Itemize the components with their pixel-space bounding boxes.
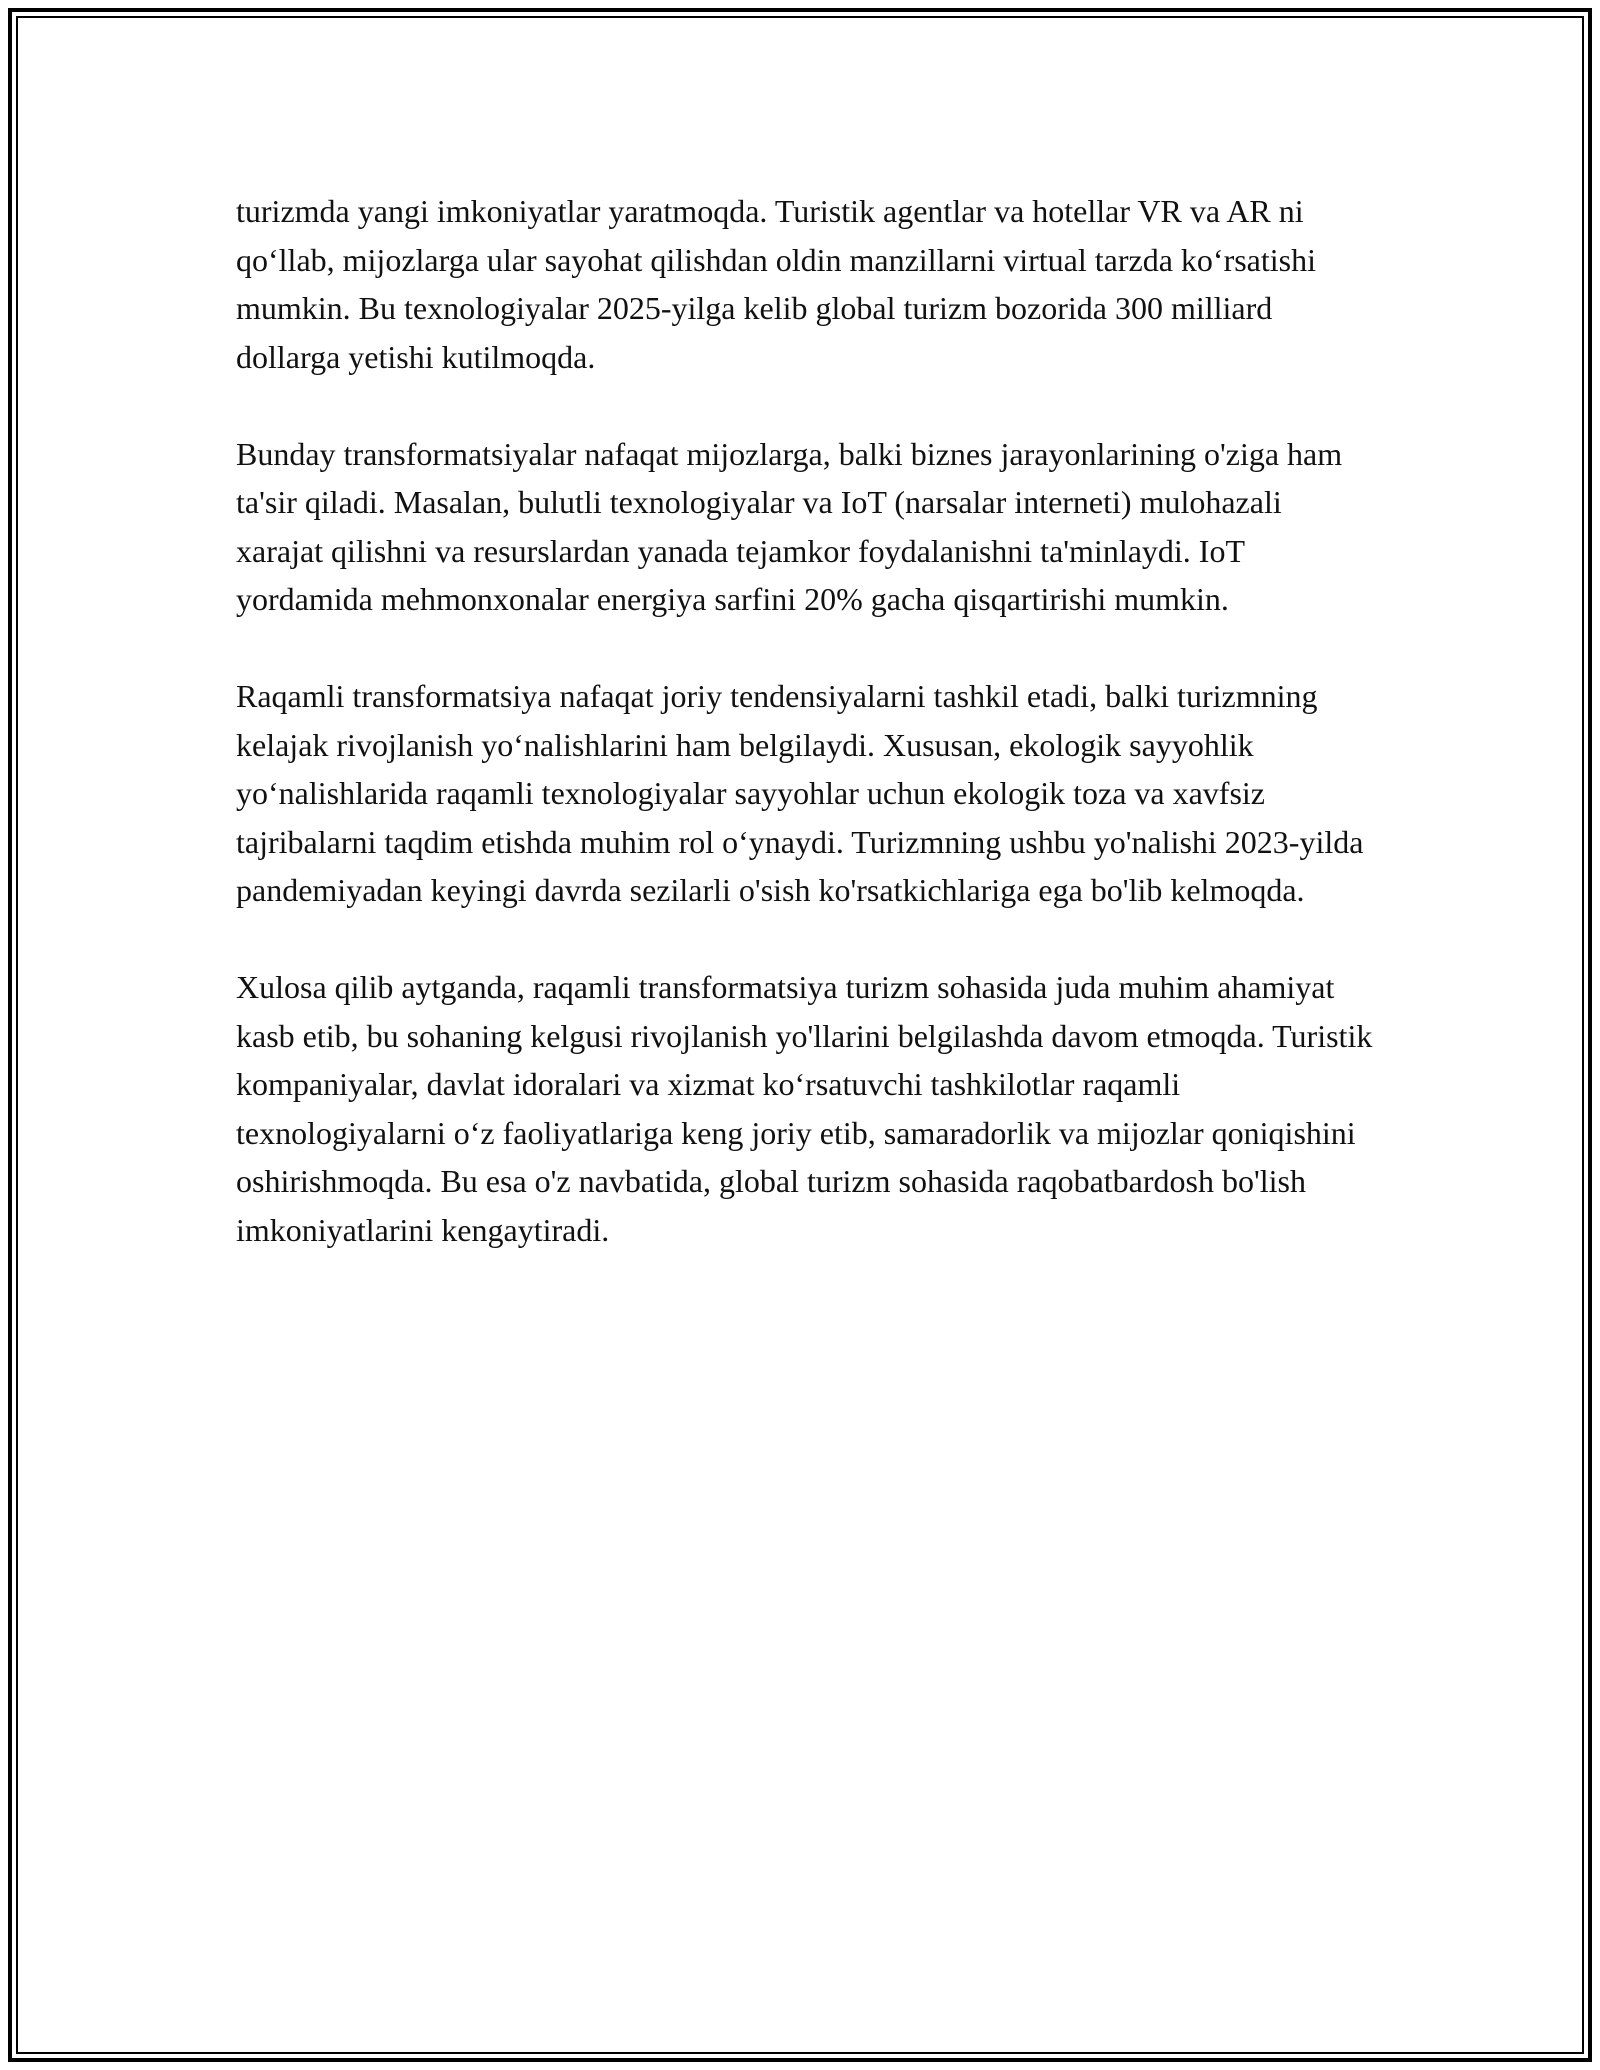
paragraph-eco-tourism: Raqamli transformatsiya nafaqat joriy tendensiyalarni tashkil etadi, balki turizmning kelajak rivojlanish yo‘nalishlarini ham belgilaydi. Xususan, ekologik sayyohlik yo‘nalishlarida raqamli texnologiyalar sayyohlar uchun ekologik toza va xavfsiz tajribalarni taqdim etishda muhim rol o‘ynaydi. Turizmning ushbu yo'nalishi 2023-yilda pandemiyadan keyingi davrda sezilarli o'sish ko'rsatkichlariga ega bo'lib kelmoqda.: [236, 678, 1364, 908]
document-body: [236, 187, 1376, 1303]
paragraph-conclusion: Xulosa qilib aytganda, raqamli transformatsiya turizm sohasida juda muhim ahamiyat kasb etib, bu sohaning kelgusi rivojlanish yo'llarini belgilashda davom etmoqda. Turistik kompaniyalar, davlat idoralari va xizmat ko‘rsatuvchi tashkilotlar raqamli texnologiyalarni o‘z faoliyatlariga keng joriy etib, samaradorlik va mijozlar qoniqishini oshirishmoqda. Bu esa o'z navbatida, global turizm sohasida raqobatbardosh bo'lish imkoniyatlarini kengaytiradi.: [236, 969, 1373, 1248]
paragraph-vr-ar-tourism: turizmda yangi imkoniyatlar yaratmoqda. Turistik agentlar va hotellar VR va AR ni qo‘llab, mijozlarga ular sayohat qilishdan oldin manzillarni virtual tarzda ko‘rsatishi mumkin. Bu texnologiyalar 2025-yilga kelib global turizm bozorida 300 milliard dollarga yetishi kutilmoqda.: [236, 193, 1316, 375]
paragraph-iot-business: Bunday transformatsiyalar nafaqat mijozlarga, balki biznes jarayonlarining o'ziga ham ta'sir qiladi. Masalan, bulutli texnologiyalar va IoT (narsalar interneti) mulohazali xarajat qilishni va resurslardan yanada tejamkor foydalanishni ta'minlaydi. IoT yordamida mehmonxonalar energiya sarfini 20% gacha qisqartirishi mumkin.: [236, 435, 1343, 617]
